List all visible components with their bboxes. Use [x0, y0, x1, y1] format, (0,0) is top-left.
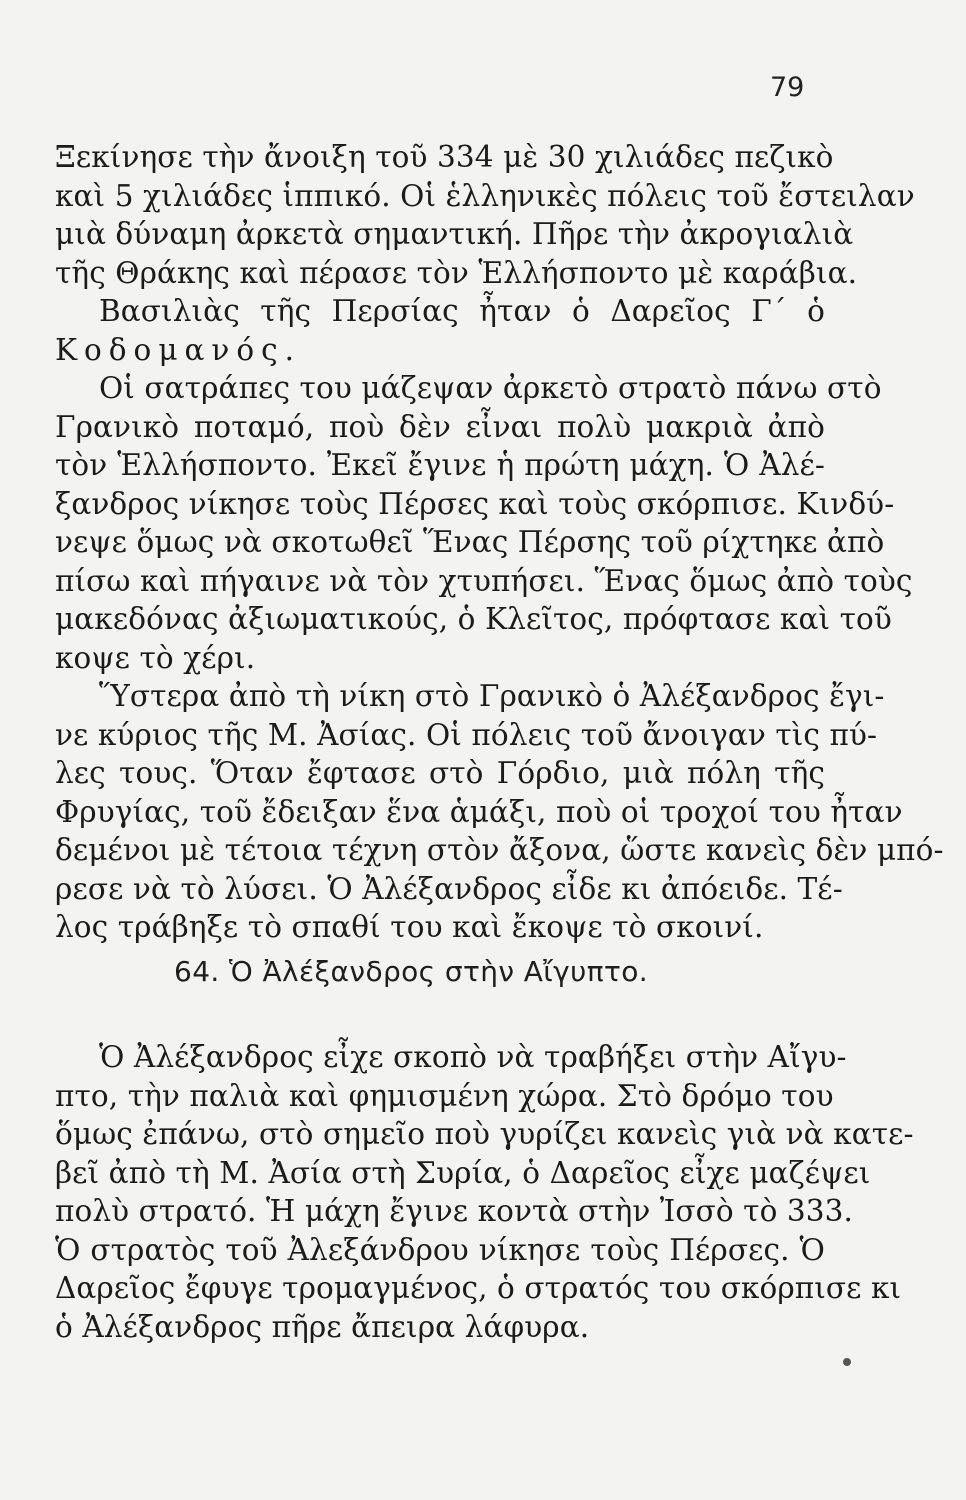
text-line: τὸν Ἑλλήσποντο. Ἐκεῖ ἔγινε ἡ πρώτη μάχη. Ὁ Ἀλέ- [55, 448, 825, 482]
text-line: Ὁ Ἀλέξανδρος εἶχε σκοπὸ νὰ τραβήξει στὴν Αἴγυ- [99, 1040, 847, 1074]
text-line: βεῖ ἀπὸ τὴ Μ. Ἀσία στὴ Συρία, ὁ Δαρεῖος εἶχε μαζέψει [55, 1155, 871, 1190]
text-line: Ὁ στρατὸς τοῦ Ἀλεξάνδρου νίκησε τοὺς Πέρσες. Ὁ [55, 1232, 825, 1267]
text-line: Δαρεῖος ἔφυγε τρομαγμένος, ὁ στρατός του σκόρπισε κι [55, 1271, 902, 1305]
text-line: πολὺ στρατό. Ἡ μάχη ἔγινε κοντὰ στὴν Ἰσσὸ τὸ 333. [55, 1194, 854, 1228]
text-line: Γρανικὸ ποταμό, ποὺ δὲν εἶναι πολὺ μακριὰ ἀπὸ [55, 409, 825, 444]
text-line: νεψε ὅμως νὰ σκοτωθεῖ Ἕνας Πέρσης τοῦ ρίχτηκε ἀπὸ [55, 525, 885, 559]
text-line: Ὕστερα ἀπὸ τὴ νίκη στὸ Γρανικὸ ὁ Ἀλέξανδρος ἔγι- [99, 679, 885, 713]
text-line: ὅμως ἐπάνω, στὸ σημεῖο ποὺ γυρίζει κανεὶς γιὰ νὰ κατε- [55, 1117, 914, 1151]
text-line: λος τράβηξε τὸ σπαθί του καὶ ἔκοψε τὸ σκοινί. [55, 910, 764, 944]
section-heading: 64. Ὁ Ἀλέξανδρος στὴν Αἴγυπτο. [174, 955, 649, 988]
text-line: Βασιλιὰς τῆς Περσίας ἦταν ὁ Δαρεῖος Γ΄ ὁ [99, 294, 825, 328]
text-line: ρεσε νὰ τὸ λύσει. Ὁ Ἀλέξανδρος εἶδε κι ἀπόειδε. Τέ- [55, 871, 843, 906]
text-line: Οἱ σατράπες του μάζεψαν ἀρκετὸ στρατὸ πάνω στὸ [99, 371, 882, 405]
paragraph-block-egypt [55, 1038, 914, 1346]
text-line: μακεδόνας ἀξιωματικούς, ὁ Κλεῖτος, πρόφτασε καὶ τοῦ [55, 602, 892, 636]
text-line: νε κύριος τῆς Μ. Ἀσίας. Οἱ πόλεις τοῦ ἄνοιγαν τὶς πύ- [55, 717, 878, 752]
text-line: πίσω καὶ πήγαινε νὰ τὸν χτυπήσει. Ἕνας ὅμως ἀπὸ τοὺς [55, 563, 913, 598]
text-line: πτο, τὴν παλιὰ καὶ φημισμένη χώρα. Στὸ δρόμο του [55, 1078, 834, 1113]
text-line: κοψε τὸ χέρι. [55, 640, 256, 675]
text-line: μιὰ δύναμη ἀρκετὰ σημαντική. Πῆρε τὴν ἀκρογιαλιὰ [55, 217, 854, 251]
paragraph-block-granicus [55, 138, 944, 947]
text-line: ὁ Ἀλέξανδρος πῆρε ἄπειρα λάφυρα. [55, 1309, 590, 1344]
text-line: δεμένοι μὲ τέτοια τέχνη στὸν ἄξονα, ὥστε κανεὶς δὲν μπό- [55, 833, 944, 867]
text-line: καὶ 5 χιλιάδες ἱππικό. Οἱ ἑλληνικὲς πόλεις τοῦ ἔστειλαν [55, 178, 915, 213]
text-line: τῆς Θράκης καὶ πέρασε τὸν Ἑλλήσποντο μὲ καράβια. [55, 255, 858, 290]
text-line: Φρυγίας, τοῦ ἔδειξαν ἕνα ἁμάξι, ποὺ οἱ τροχοί του ἦταν [55, 794, 903, 829]
text-line: Κοδομανός. [55, 332, 302, 367]
text-line: ξανδρος νίκησε τοὺς Πέρσες καὶ τοὺς σκόρπισε. Κινδύ- [55, 486, 895, 521]
page-number: 79 [770, 72, 805, 103]
text-line: Ξεκίνησε τὴν ἄνοιξη τοῦ 334 μὲ 30 χιλιάδες πεζικὸ [55, 140, 834, 174]
ink-dot [843, 1358, 851, 1366]
text-line: λες τους. Ὅταν ἔφτασε στὸ Γόρδιο, μιὰ πόλη τῆς [55, 756, 825, 790]
